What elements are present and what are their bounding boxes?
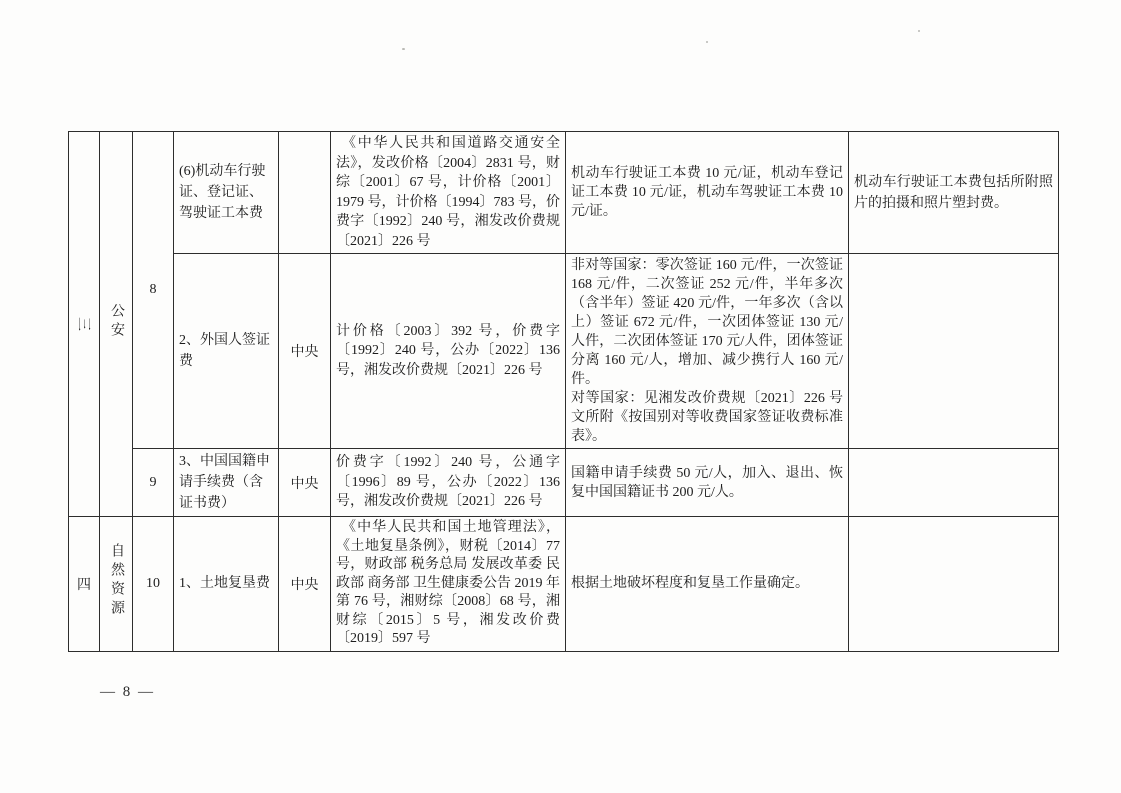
page-number: — 8 — — [100, 684, 155, 700]
table-row — [69, 517, 1059, 652]
remark-cell: 机动车行驶证工本费包括所附照片的拍摄和照片塑封费。 — [849, 132, 1059, 254]
table-row — [69, 254, 1059, 449]
department-label: 自然资源 — [109, 543, 124, 620]
category-cell — [69, 132, 100, 517]
basis-cell: 《中华人民共和国道路交通安全法》，发改价格〔2004〕2831 号，财综〔2001〕67 号，计价格〔2001〕1979 号，计价格〔1994〕783 号，价费字〔1992〕240 号，湘发改价费规〔2021〕226 号 — [331, 132, 566, 254]
level-cell: 中央 — [279, 449, 331, 517]
seq-cell: 10 — [133, 517, 174, 652]
basis-cell: 《中华人民共和国土地管理法》，《土地复垦条例》，财税〔2014〕77 号，财政部 税务总局 发展改革委 民政部 商务部 卫生健康委公告 2019 年第 76 号，湘财综〔2008〕68 号，湘财综〔2015〕5 号，湘发改价费〔2019〕597 号 — [331, 517, 566, 652]
standard-nonreciprocal: 非对等国家：零次签证 160 元/件，一次签证 168 元/件，二次签证 252 元/件，半年多次（含半年）签证 420 元/件，一年多次（含以上）签证 672 元/件，一次团体签证 130 元/人件，二次团体签证 170 元/人件，团体签证分离 160 元/人，增加、减少携行人 160 元/件。 — [571, 258, 843, 387]
category-label: 四 — [77, 577, 91, 593]
seq-cell: 9 — [133, 449, 174, 517]
level-cell: 中央 — [279, 517, 331, 652]
basis-cell: 价费字〔1992〕240 号，公通字〔1996〕89 号，公办〔2022〕136 号，湘发改价费规〔2021〕226 号 — [331, 449, 566, 517]
table-row — [69, 449, 1059, 517]
department-label: 公安 — [109, 302, 124, 341]
category-cell — [69, 517, 100, 652]
category-label: 三 — [75, 317, 90, 331]
fee-schedule-table — [68, 131, 1059, 652]
remark-cell — [849, 254, 1059, 449]
department-cell — [100, 517, 133, 652]
level-cell: 中央 — [279, 254, 331, 449]
basis-cell: 计价格〔2003〕392 号，价费字〔1992〕240 号，公办〔2022〕136 号，湘发改价费规〔2021〕226 号 — [331, 254, 566, 449]
scan-speck — [918, 30, 920, 32]
standard-cell: 国籍申请手续费 50 元/人，加入、退出、恢复中国国籍证书 200 元/人。 — [566, 449, 849, 517]
standard-cell: 根据土地破坏程度和复垦工作量确定。 — [566, 517, 849, 652]
standard-reciprocal: 对等国家：见湘发改价费规〔2021〕226 号文所附《按国别对等收费国家签证收费标准表》。 — [571, 391, 843, 444]
remark-cell — [849, 449, 1059, 517]
item-cell: 2、外国人签证费 — [174, 254, 279, 449]
item-cell: 3、中国国籍申请手续费（含证书费） — [174, 449, 279, 517]
item-cell: 1、土地复垦费 — [174, 517, 279, 652]
seq-cell: 8 — [133, 132, 174, 449]
item-cell: (6)机动车行驶证、登记证、驾驶证工本费 — [174, 132, 279, 254]
standard-cell — [566, 254, 849, 449]
remark-cell — [849, 517, 1059, 652]
level-cell — [279, 132, 331, 254]
scan-speck — [402, 48, 405, 50]
standard-cell: 机动车行驶证工本费 10 元/证，机动车登记证工本费 10 元/证，机动车驾驶证工本费 10 元/证。 — [566, 132, 849, 254]
department-cell — [100, 132, 133, 517]
scan-speck — [706, 41, 708, 43]
table-row — [69, 132, 1059, 254]
